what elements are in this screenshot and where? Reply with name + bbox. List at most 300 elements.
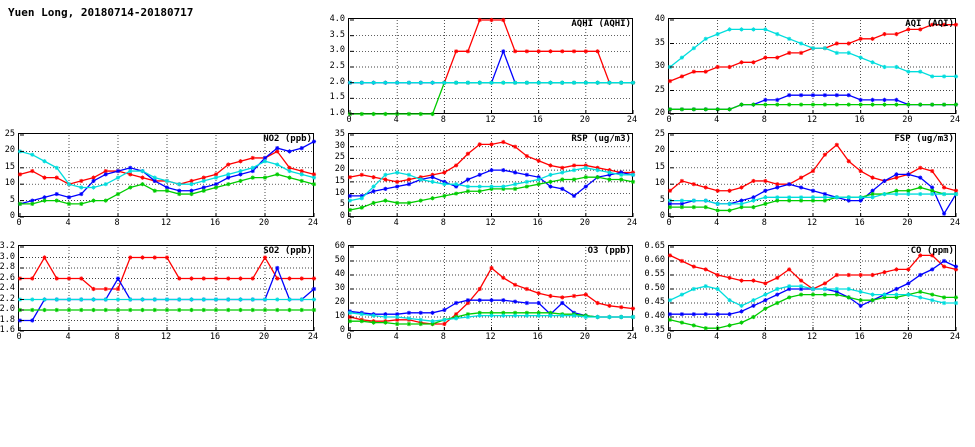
series-marker-blue [91, 179, 95, 183]
series-marker-cyan [859, 290, 863, 294]
series-marker-red [348, 175, 352, 179]
series-marker-green [823, 293, 827, 297]
series-marker-red [692, 182, 696, 186]
series-marker-cyan [30, 153, 34, 157]
series-marker-red [727, 276, 731, 280]
series-marker-green [513, 187, 517, 191]
y-tick-label: 25 [4, 129, 15, 139]
series-marker-blue [548, 184, 552, 188]
series-marker-cyan [300, 297, 304, 301]
series-marker-cyan [763, 293, 767, 297]
x-tick-label: 12 [806, 332, 818, 342]
series-marker-cyan [799, 41, 803, 45]
x-tick-label: 4 [714, 332, 720, 342]
series-marker-red [870, 37, 874, 41]
series-marker-green [177, 192, 181, 196]
series-marker-cyan [501, 184, 505, 188]
y-tick-label: 15 [4, 161, 15, 172]
series-marker-blue [811, 93, 815, 97]
series-marker-red [751, 60, 755, 64]
series-marker-red [572, 294, 576, 298]
series-marker-green [55, 199, 59, 203]
series-marker-red [680, 74, 684, 78]
y-tick-label: 10 [334, 187, 345, 198]
series-marker-green [42, 199, 46, 203]
series-marker-cyan [584, 315, 588, 319]
series-marker-green [739, 321, 743, 325]
x-tick-label: 8 [761, 115, 767, 125]
series-marker-red [478, 18, 482, 22]
series-marker-red [751, 279, 755, 283]
series-marker-blue [466, 298, 470, 302]
series-marker-cyan [906, 70, 910, 74]
series-marker-cyan [596, 315, 600, 319]
series-marker-blue [942, 212, 946, 216]
series-marker-cyan [442, 318, 446, 322]
series-marker-cyan [55, 166, 59, 170]
series-marker-cyan [30, 297, 34, 301]
series-marker-cyan [954, 74, 958, 78]
y-tick-label: 30 [334, 283, 345, 293]
chart-panel-co [644, 241, 961, 347]
x-tick-label: 12 [485, 115, 496, 125]
y-tick-label: 50 [334, 255, 345, 265]
series-marker-red [847, 273, 851, 277]
series-marker-green [560, 177, 564, 181]
x-tick-label: 8 [761, 218, 767, 228]
series-marker-green [859, 298, 863, 302]
series-marker-cyan [811, 195, 815, 199]
series-marker-green [55, 308, 59, 312]
series-marker-blue [942, 259, 946, 263]
series-marker-cyan [882, 293, 886, 297]
series-marker-red [42, 255, 46, 259]
series-marker-cyan [560, 314, 564, 318]
y-tick-label: 60 [334, 241, 345, 251]
plot-area-no2 [18, 133, 314, 217]
x-tick-label: 12 [485, 332, 496, 342]
series-marker-cyan [704, 199, 708, 203]
series-marker-green [140, 308, 144, 312]
series-marker-red [680, 179, 684, 183]
x-tick-label: 20 [258, 218, 270, 228]
series-marker-green [727, 323, 731, 327]
series-marker-cyan [128, 297, 132, 301]
series-marker-green [371, 321, 375, 325]
series-marker-green [668, 318, 672, 322]
series-marker-cyan [739, 304, 743, 308]
series-marker-green [572, 177, 576, 181]
series-marker-green [140, 182, 144, 186]
series-marker-green [30, 308, 34, 312]
series-marker-blue [906, 281, 910, 285]
series-marker-cyan [763, 27, 767, 31]
series-marker-green [287, 308, 291, 312]
series-marker-green [739, 103, 743, 107]
series-marker-green [942, 103, 946, 107]
series-marker-green [835, 293, 839, 297]
series-marker-cyan [692, 287, 696, 291]
series-marker-green [407, 322, 411, 326]
series-marker-blue [572, 194, 576, 198]
series-marker-green [128, 185, 132, 189]
series-marker-green [727, 107, 731, 111]
series-marker-cyan [823, 46, 827, 50]
chart-title-no2: NO2 (ppb) [263, 134, 312, 144]
series-marker-red [513, 145, 517, 149]
series-marker-green [763, 202, 767, 206]
series-marker-cyan [214, 176, 218, 180]
series-marker-cyan [287, 169, 291, 173]
y-tick-label: 4.0 [329, 14, 345, 24]
series-marker-red [79, 276, 83, 280]
x-tick-label: 20 [902, 218, 913, 228]
series-marker-green [395, 201, 399, 205]
series-marker-red [942, 185, 946, 189]
series-marker-red [537, 49, 541, 53]
series-marker-red [466, 152, 470, 156]
series-marker-green [116, 192, 120, 196]
series-marker-green [930, 293, 934, 297]
series-marker-red [668, 79, 672, 83]
series-marker-red [859, 169, 863, 173]
series-marker-cyan [619, 173, 623, 177]
series-marker-blue [739, 309, 743, 313]
series-marker-blue [419, 311, 423, 315]
series-marker-blue [727, 312, 731, 316]
series-marker-red [739, 185, 743, 189]
series-marker-red [371, 175, 375, 179]
series-marker-cyan [189, 297, 193, 301]
series-marker-cyan [847, 195, 851, 199]
series-marker-cyan [395, 170, 399, 174]
series-marker-green [275, 308, 279, 312]
series-marker-green [680, 321, 684, 325]
series-marker-cyan [275, 162, 279, 166]
series-marker-red [238, 276, 242, 280]
series-marker-green [478, 189, 482, 193]
series-marker-red [739, 60, 743, 64]
series-marker-green [870, 298, 874, 302]
series-marker-blue [716, 312, 720, 316]
series-marker-red [18, 172, 22, 176]
series-marker-red [79, 179, 83, 183]
y-tick-label: 2.5 [329, 61, 345, 71]
series-marker-cyan [177, 182, 181, 186]
series-marker-cyan [739, 202, 743, 206]
series-marker-cyan [787, 195, 791, 199]
series-marker-green [692, 107, 696, 111]
plot-area-co [668, 245, 956, 331]
series-marker-cyan [79, 185, 83, 189]
series-marker-cyan [716, 32, 720, 36]
y-tick-label: 0 [339, 211, 345, 221]
series-marker-blue [407, 311, 411, 315]
series-marker-cyan [383, 315, 387, 319]
y-tick-label: 0.35 [644, 325, 665, 335]
chart-panel-aqi [654, 14, 961, 130]
series-marker-red [882, 32, 886, 36]
series-marker-blue [348, 194, 352, 198]
series-marker-red [454, 49, 458, 53]
y-tick-label: 20 [334, 164, 345, 175]
series-marker-green [525, 184, 529, 188]
series-marker-cyan [489, 81, 493, 85]
series-marker-blue [383, 187, 387, 191]
x-tick-label: 4 [714, 218, 720, 228]
series-marker-cyan [79, 297, 83, 301]
series-marker-cyan [680, 293, 684, 297]
series-marker-green [716, 208, 720, 212]
series-marker-cyan [202, 297, 206, 301]
series-marker-green [226, 182, 230, 186]
series-marker-blue [906, 172, 910, 176]
series-marker-cyan [870, 60, 874, 64]
series-marker-cyan [501, 314, 505, 318]
series-marker-green [202, 189, 206, 193]
series-marker-cyan [572, 168, 576, 172]
series-marker-red [596, 301, 600, 305]
series-marker-cyan [751, 298, 755, 302]
series-marker-green [918, 103, 922, 107]
y-tick-label: 0.45 [644, 297, 665, 307]
series-marker-red [537, 159, 541, 163]
series-marker-cyan [537, 177, 541, 181]
page-title: Yuen Long, 20180714-20180717 [8, 6, 194, 19]
series-marker-cyan [894, 65, 898, 69]
series-marker-cyan [537, 81, 541, 85]
series-marker-cyan [348, 311, 352, 315]
series-marker-red [882, 270, 886, 274]
series-marker-green [214, 308, 218, 312]
series-marker-red [596, 49, 600, 53]
plot-area-fsp [668, 133, 956, 217]
x-tick-label: 0 [666, 218, 672, 228]
series-marker-cyan [631, 173, 635, 177]
series-marker-green [584, 175, 588, 179]
y-tick-label: 40 [654, 14, 665, 24]
series-marker-green [67, 308, 71, 312]
series-marker-cyan [918, 70, 922, 74]
series-marker-cyan [692, 199, 696, 203]
series-marker-cyan [226, 172, 230, 176]
series-marker-green [430, 196, 434, 200]
series-marker-red [607, 304, 611, 308]
series-marker-cyan [906, 192, 910, 196]
series-marker-green [619, 177, 623, 181]
series-marker-red [692, 70, 696, 74]
series-marker-cyan [454, 182, 458, 186]
series-marker-green [360, 319, 364, 323]
series-marker-red [704, 185, 708, 189]
x-tick-label: 20 [579, 115, 590, 125]
series-marker-green [454, 191, 458, 195]
series-marker-cyan [153, 176, 157, 180]
x-tick-label: 12 [806, 218, 818, 228]
series-marker-green [238, 308, 242, 312]
series-marker-cyan [548, 81, 552, 85]
x-tick-label: 24 [949, 218, 961, 228]
plot-area-rsp [348, 133, 633, 217]
series-marker-cyan [537, 314, 541, 318]
series-marker-cyan [300, 172, 304, 176]
series-marker-cyan [811, 46, 815, 50]
series-marker-green [811, 103, 815, 107]
x-tick-label: 24 [626, 332, 638, 342]
series-marker-blue [116, 276, 120, 280]
series-marker-cyan [513, 182, 517, 186]
y-tick-label: 20 [4, 145, 15, 156]
series-marker-green [300, 179, 304, 183]
series-line-red [670, 25, 956, 81]
x-tick-label: 0 [346, 115, 352, 125]
y-tick-label: 0.40 [644, 311, 665, 321]
series-marker-cyan [478, 81, 482, 85]
x-tick-label: 8 [440, 218, 446, 228]
y-tick-label: 25 [654, 84, 665, 95]
series-marker-green [79, 202, 83, 206]
series-marker-green [251, 176, 255, 180]
series-marker-cyan [251, 166, 255, 170]
series-marker-blue [30, 318, 34, 322]
series-marker-red [42, 176, 46, 180]
series-marker-green [859, 103, 863, 107]
x-tick-label: 16 [532, 115, 543, 125]
series-marker-cyan [727, 298, 731, 302]
series-marker-blue [680, 312, 684, 316]
series-marker-cyan [442, 182, 446, 186]
series-marker-green [177, 308, 181, 312]
series-marker-red [407, 177, 411, 181]
series-marker-blue [835, 93, 839, 97]
series-marker-red [226, 276, 230, 280]
x-tick-label: 24 [307, 218, 319, 228]
series-marker-blue [918, 273, 922, 277]
x-tick-label: 16 [532, 218, 543, 228]
series-marker-cyan [395, 81, 399, 85]
series-marker-green [30, 202, 34, 206]
series-marker-cyan [202, 179, 206, 183]
x-tick-label: 8 [761, 332, 767, 342]
series-marker-red [763, 281, 767, 285]
series-marker-cyan [360, 81, 364, 85]
x-tick-label: 4 [65, 218, 71, 228]
series-marker-blue [407, 182, 411, 186]
y-tick-label: 5 [9, 194, 15, 205]
series-marker-green [680, 205, 684, 209]
series-marker-blue [763, 298, 767, 302]
series-marker-cyan [128, 169, 132, 173]
series-marker-red [489, 18, 493, 22]
series-marker-green [751, 205, 755, 209]
series-marker-red [727, 189, 731, 193]
series-marker-red [238, 159, 242, 163]
series-marker-blue [513, 170, 517, 174]
series-marker-red [202, 276, 206, 280]
series-marker-cyan [584, 166, 588, 170]
series-marker-red [104, 287, 108, 291]
series-marker-cyan [607, 170, 611, 174]
series-marker-cyan [67, 182, 71, 186]
series-marker-green [704, 107, 708, 111]
x-tick-label: 4 [65, 332, 71, 342]
series-marker-red [548, 163, 552, 167]
series-marker-cyan [454, 316, 458, 320]
x-tick-label: 12 [485, 218, 496, 228]
series-marker-red [55, 176, 59, 180]
series-marker-red [668, 189, 672, 193]
series-marker-green [275, 172, 279, 176]
series-marker-blue [894, 172, 898, 176]
series-marker-green [548, 180, 552, 184]
y-tick-label: 3.2 [0, 241, 15, 251]
series-marker-red [847, 41, 851, 45]
series-marker-cyan [942, 192, 946, 196]
series-marker-green [799, 293, 803, 297]
chart-title-so2: SO2 (ppb) [263, 246, 312, 256]
series-marker-green [189, 192, 193, 196]
y-tick-label: 2.4 [0, 283, 15, 293]
series-marker-cyan [548, 173, 552, 177]
x-tick-label: 20 [902, 332, 913, 342]
series-marker-blue [560, 187, 564, 191]
plot-area-aqi [668, 18, 956, 114]
x-tick-label: 0 [346, 332, 352, 342]
y-tick-label: 0.60 [644, 255, 665, 265]
series-marker-red [67, 276, 71, 280]
plot-area-aqhi [348, 18, 633, 114]
x-tick-label: 16 [532, 332, 543, 342]
series-marker-green [466, 189, 470, 193]
series-marker-green [383, 321, 387, 325]
series-marker-red [30, 169, 34, 173]
series-marker-red [930, 169, 934, 173]
series-marker-red [859, 37, 863, 41]
series-marker-cyan [478, 184, 482, 188]
series-marker-cyan [680, 199, 684, 203]
y-tick-label: 0 [659, 211, 665, 221]
series-marker-cyan [42, 297, 46, 301]
series-marker-cyan [847, 51, 851, 55]
series-marker-cyan [371, 81, 375, 85]
series-marker-blue [847, 93, 851, 97]
series-marker-cyan [67, 297, 71, 301]
series-marker-cyan [572, 81, 576, 85]
y-tick-label: 3.0 [329, 45, 345, 56]
series-marker-red [128, 255, 132, 259]
series-marker-green [419, 112, 423, 116]
series-marker-blue [775, 293, 779, 297]
chart-panel-o3 [334, 241, 638, 347]
series-marker-red [799, 279, 803, 283]
series-marker-green [704, 205, 708, 209]
y-tick-label: 1.5 [329, 92, 345, 103]
chart-panel-fsp [654, 129, 961, 233]
series-marker-green [165, 308, 169, 312]
series-marker-green [799, 103, 803, 107]
series-marker-cyan [177, 297, 181, 301]
series-marker-green [882, 103, 886, 107]
x-tick-label: 0 [666, 332, 672, 342]
chart-title-aqhi: AQHI (AQHI) [571, 19, 631, 29]
series-marker-blue [454, 301, 458, 305]
series-marker-blue [489, 168, 493, 172]
series-marker-red [584, 293, 588, 297]
chart-panel-so2 [0, 241, 319, 347]
series-marker-cyan [360, 312, 364, 316]
plot-area-so2 [18, 245, 314, 331]
series-marker-green [104, 199, 108, 203]
